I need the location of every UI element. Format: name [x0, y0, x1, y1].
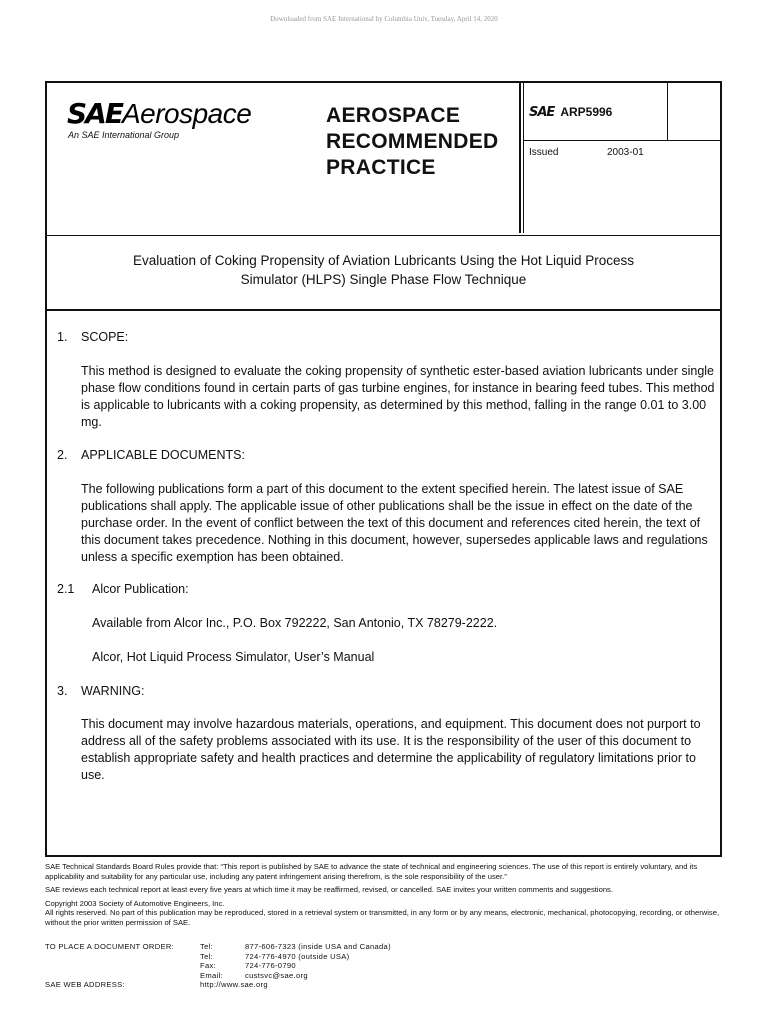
section-2-1-heading — [57, 581, 189, 598]
footer-copyright: Copyright 2003 Society of Automotive Engineers, Inc. — [45, 898, 225, 908]
contact-phone-inside-usa: 877-606-7323 (inside USA and Canada) — [245, 942, 391, 951]
issued-label: Issued — [529, 147, 559, 158]
alcor-address-line: Available from Alcor Inc., P.O. Box 792222, San Antonio, TX 78279-2222. — [92, 616, 498, 630]
contact-email-link[interactable]: custsvc@sae.org — [245, 970, 308, 980]
section-title: Alcor Publication: — [92, 582, 189, 596]
contact-key: Email: — [200, 970, 223, 980]
doc-type-line-3: PRACTICE — [326, 156, 436, 179]
web-address-link[interactable]: http://www.sae.org — [200, 980, 268, 990]
header-divider-thin — [523, 83, 524, 233]
logo-tagline: An SAE International Group — [68, 130, 180, 140]
section-2-paragraph: The following publications form a part of this document to the extent specified herein. The latest issue of SAE publications shall apply. The applicable issue of other publications shall be the issue in effect on the date of the purchase order. In the event of conflict between the text of this document and references cited herein, the text of this document takes precedence. Nothing in this document, however, supersedes applicable laws and regulations unless a specific exemption has been obtained. — [81, 482, 708, 564]
section-number: 1. — [57, 330, 68, 344]
document-type-heading — [326, 103, 521, 181]
section-3-heading — [57, 683, 144, 700]
header-divider-thick — [519, 83, 521, 233]
issued-row — [529, 147, 644, 158]
order-label: TO PLACE A DOCUMENT ORDER: — [45, 942, 175, 951]
title-line-2: Simulator (HLPS) Single Phase Flow Technique — [240, 272, 527, 287]
section-2-heading — [57, 447, 245, 464]
sae-aerospace-logo — [67, 97, 251, 140]
standard-box-vertical-divider — [667, 83, 668, 141]
standard-number: ARP5996 — [560, 105, 613, 119]
document-header — [47, 83, 720, 236]
footer-rules: SAE Technical Standards Board Rules provide that: “This report is published by SAE to advance the state of technical and engineering sciences. The use of this report is entirely voluntary, and its applicability and suitability for any particular use, including any patent infringement arising therefrom, is the sole responsibility of the user.” — [45, 862, 698, 881]
doc-type-line-1: AEROSPACE — [326, 104, 461, 127]
contact-fax: 724-776-0790 — [245, 961, 296, 971]
footer-review: SAE reviews each technical report at least every five years at which time it may be reaffirmed, revised, or cancelled. SAE invites your written comments and suggestions. — [45, 885, 613, 894]
contact-key: Tel: — [200, 951, 214, 961]
sae-mark-small: SAE — [529, 105, 555, 120]
section-1-paragraph: This method is designed to evaluate the coking propensity of synthetic ester-based aviation lubricants under single phase flow conditions found in certain parts of gas turbine engines, for instance in bearing feed tubes. This method is applicable to lubricants with a coking propensity, as determined by this method, falling in the range 0.01 to 3.00 mg. — [81, 364, 715, 429]
doc-type-line-2: RECOMMENDED — [326, 130, 499, 153]
section-3-paragraph: This document may involve hazardous materials, operations, and equipment. This document does not purport to address all of the safety problems associated with its use. It is the responsibility of the user of this document to establish appropriate safety and health practices and determine the applicability of regulatory limitations prior to use. — [81, 717, 701, 782]
section-title: SCOPE: — [81, 330, 129, 344]
contact-key: Fax: — [200, 961, 216, 971]
document-frame — [45, 81, 722, 857]
standard-box-divider — [523, 140, 720, 141]
title-divider — [47, 309, 720, 311]
contact-key: Tel: — [200, 942, 214, 951]
alcor-manual-line: Alcor, Hot Liquid Process Simulator, User’s Manual — [92, 650, 375, 664]
section-title: WARNING: — [81, 684, 145, 698]
issued-date: 2003-01 — [607, 147, 644, 158]
logo-sae-text: SAE — [67, 97, 122, 130]
section-1-heading — [57, 329, 128, 346]
logo-aerospace-text: Aerospace — [121, 98, 252, 129]
contact-phone-outside-usa: 724-776-4970 (outside USA) — [245, 951, 350, 961]
legal-footer — [45, 862, 735, 927]
web-address-label: SAE WEB ADDRESS: — [45, 980, 125, 990]
document-title — [47, 251, 720, 289]
section-number: 3. — [57, 684, 68, 698]
standard-number-block — [529, 103, 612, 121]
title-line-1: Evaluation of Coking Propensity of Aviation Lubricants Using the Hot Liquid Process — [132, 253, 635, 268]
footer-rights: All rights reserved. No part of this publication may be reproduced, stored in a retrieval system or transmitted, in any form or by any means, electronic, mechanical, photocopying, recording, or otherwise, without the prior written permission of SAE. — [45, 908, 720, 927]
download-watermark: Downloaded from SAE International by Columbia Univ, Tuesday, April 14, 2020 — [270, 15, 498, 23]
section-number: 2. — [57, 448, 68, 462]
section-title: APPLICABLE DOCUMENTS: — [81, 448, 245, 462]
section-number: 2.1 — [57, 582, 75, 596]
